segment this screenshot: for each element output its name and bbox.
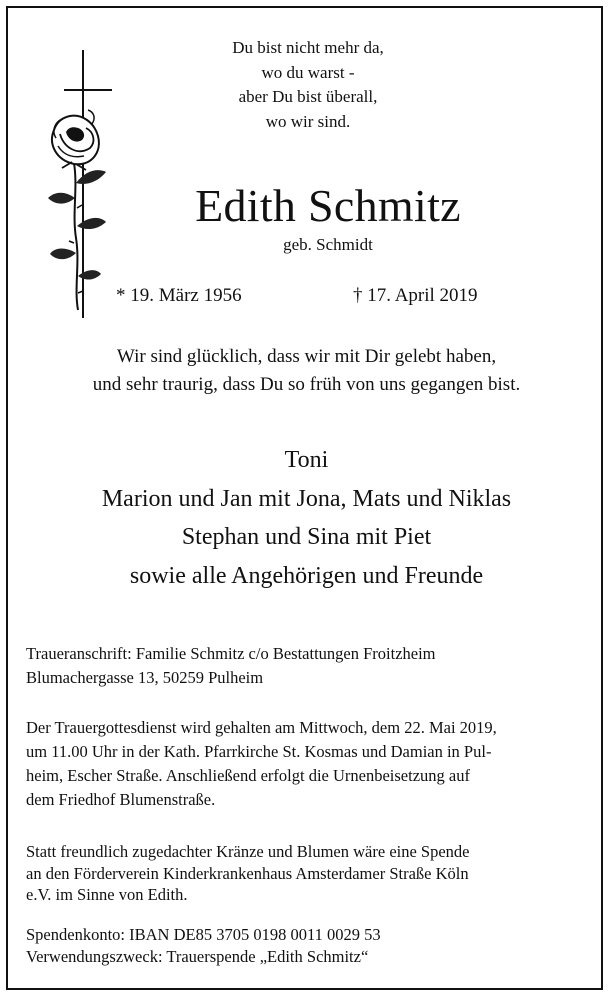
donation-request (26, 841, 585, 906)
quote-line: Wir sind glücklich, dass wir mit Dir gelebt haben, (116, 346, 497, 367)
poem-line: aber Du bist überall, (238, 87, 378, 106)
deceased-name: Edith Schmitz (195, 180, 461, 231)
bank-account: Spendenkonto: IBAN DE85 3705 0198 0011 0029 53 (26, 925, 381, 944)
mourner-line: Stephan und Sina mit Piet (181, 524, 432, 550)
quote-line: und sehr traurig, dass Du so früh von uns gegangen bist. (92, 374, 521, 395)
address-line: Blumachergasse 13, 50259 Pulheim (26, 668, 264, 687)
donation-line: Statt freundlich zugedachter Kränze und Blumen wäre eine Spende (26, 842, 470, 861)
mourner-line: sowie alle Angehörigen und Freunde (129, 562, 484, 589)
mourner-line: Toni (284, 447, 329, 473)
address-line: Traueranschrift: Familie Schmitz c/o Bestattungen Froitzheim (26, 644, 436, 663)
poem-line: wo wir sind. (265, 111, 351, 131)
mourner-line: Marion und Jan mit Jona, Mats und Niklas (101, 485, 512, 512)
mourners-list (18, 441, 595, 595)
mourning-address (26, 642, 436, 690)
funeral-service-info (26, 716, 585, 812)
service-line: heim, Escher Straße. Anschließend erfolgt die Urnenbeisetzung auf (26, 766, 470, 785)
obituary-notice (6, 6, 603, 990)
poem-line: Du bist nicht mehr da, (232, 38, 384, 57)
service-line: um 11.00 Uhr in der Kath. Pfarrkirche St. Kosmas und Damian in Pul- (26, 742, 492, 761)
memorial-quote (28, 343, 585, 399)
donation-account (26, 924, 381, 967)
death-date: † 17. April 2019 (353, 285, 478, 306)
donation-line: e.V. im Sinne von Edith. (26, 885, 188, 904)
service-line: dem Friedhof Blumenstraße. (26, 790, 216, 809)
poem (188, 36, 428, 134)
donation-line: an den Förderverein Kinderkrankenhaus Amsterdamer Straße Köln (26, 863, 469, 883)
poem-line: wo du warst - (261, 62, 355, 82)
maiden-name: geb. Schmidt (283, 235, 373, 254)
birth-date: * 19. März 1956 (116, 285, 242, 306)
payment-reference: Verwendungszweck: Trauerspende „Edith Schmitz“ (26, 946, 369, 966)
service-line: Der Trauergottesdienst wird gehalten am Mittwoch, dem 22. Mai 2019, (26, 718, 497, 737)
